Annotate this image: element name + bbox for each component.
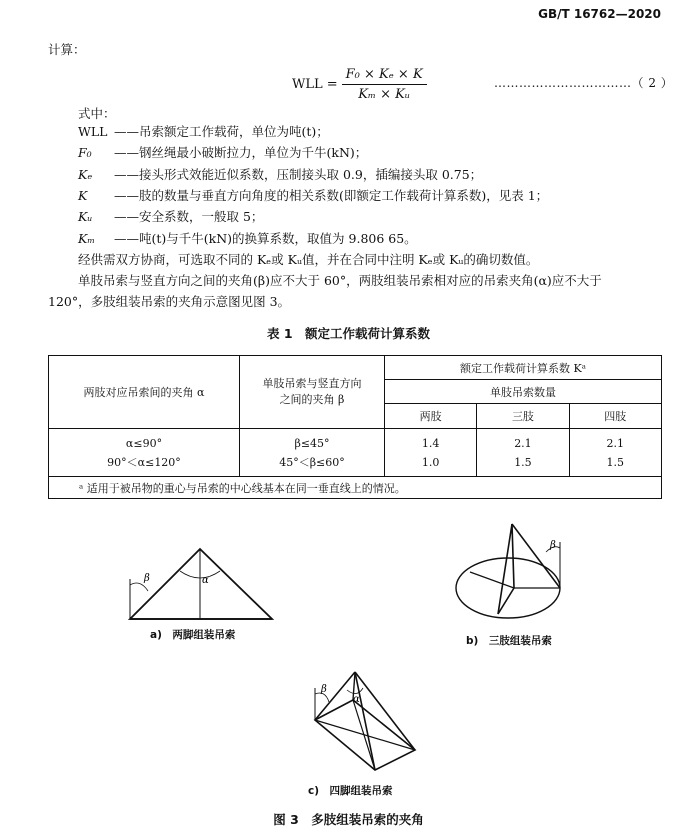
angle-beta-label: β [144,573,150,584]
formula-lhs: WLL = [292,76,338,92]
angle-beta-label: β [321,684,327,695]
def-symbol: Kₑ [78,167,93,182]
beta-value: β≤45° [294,436,330,450]
formula-denominator: Kₘ × Kᵤ [358,86,411,102]
figure-c-label: c) 四脚组装吊索 [308,785,393,797]
coef-cell-three [477,429,569,477]
standard-number: GB/T 16762—2020 [538,7,661,21]
formula-numerator: F₀ × Kₑ × K [342,67,427,85]
paragraph: 经供需双方协商，可选取不同的 Kₑ或 Kᵤ值，并在合同中注明 Kₑ或 Kᵤ的确切数值。 [78,252,539,267]
formula-fraction [342,67,427,102]
col-header-alpha: 两肢对应吊索间的夹角 α [49,356,240,429]
angle-alpha-label: α [202,575,209,586]
formula-number: （ 2 ） [631,76,674,90]
coefficient-table [48,355,662,499]
def-text: ——吊索额定工作载荷，单位为吨(t)； [114,124,329,139]
table-footnote: ᵃ 适用于被吊物的重心与吊索的中心线基本在同一垂直线上的情况。 [49,477,662,499]
figure-caption: 图 3 多肢组装吊索的夹角 [273,812,424,827]
def-symbol: Kᵤ [78,209,93,224]
table-caption: 表 1 额定工作载荷计算系数 [266,326,431,341]
def-text: ——吨(t)与千牛(kN)的换算系数，取值为 9.806 65。 [114,231,417,246]
coef-value: 1.5 [514,455,532,469]
alpha-value: 90°＜α≤120° [107,455,181,469]
def-text: ——钢丝绳最小破断拉力，单位为千牛(kN)； [114,145,368,160]
figure-a-label: a) 两脚组装吊索 [150,629,236,641]
beta-value: 45°＜β≤60° [279,455,345,469]
two-leg-sling-diagram [120,545,280,625]
beta-cell [240,429,385,477]
leg-header-four: 四肢 [569,404,661,429]
alpha-cell [49,429,240,477]
formula [292,64,427,104]
def-text: ——安全系数，一般取 5； [114,209,264,224]
coef-value: 2.1 [514,436,532,450]
angle-beta-label: β [550,540,556,551]
col-header-beta [240,356,385,429]
angle-alpha-label: α [353,694,360,705]
leg-header-two: 两肢 [385,404,477,429]
group-header: 额定工作载荷计算系数 Kᵃ [385,356,662,380]
table-row [49,429,662,477]
four-leg-sling-diagram [303,668,423,778]
def-symbol: WLL [78,124,108,139]
subgroup-header: 单肢吊索数量 [385,380,662,404]
def-symbol: K [78,188,88,203]
coef-value: 1.0 [421,455,440,469]
dot-leader: …………………………… [494,76,632,90]
coef-value: 1.4 [421,436,440,450]
calc-label: 计算： [48,42,86,57]
def-text: ——接头形式效能近似系数，压制接头取 0.9，插编接头取 0.75； [114,167,483,182]
where-label: 式中： [78,106,116,121]
def-symbol: F₀ [78,145,92,160]
coef-cell-four [569,429,661,477]
coef-value: 1.5 [606,455,625,469]
three-leg-sling-diagram [450,522,580,627]
def-symbol: Kₘ [78,231,96,246]
def-text: ——肢的数量与垂直方向角度的相关系数(即额定工作载荷计算系数)，见表 1； [114,188,549,203]
col-header-beta-line1: 单肢吊索与竖直方向 [262,377,362,390]
col-header-beta-line2: 之间的夹角 β [279,393,345,406]
leg-header-three: 三肢 [477,404,569,429]
formula-dots [494,75,673,91]
coef-value: 2.1 [606,436,625,450]
alpha-value: α≤90° [125,436,163,450]
paragraph: 单肢吊索与竖直方向之间的夹角(β)应不大于 60°，两肢组装吊索相对应的吊索夹角(α)应不大于 [78,273,602,288]
paragraph: 120°，多肢组装吊索的夹角示意图见图 3。 [48,294,291,309]
figure-b-label: b) 三肢组装吊索 [466,635,552,647]
coef-cell-two [385,429,477,477]
